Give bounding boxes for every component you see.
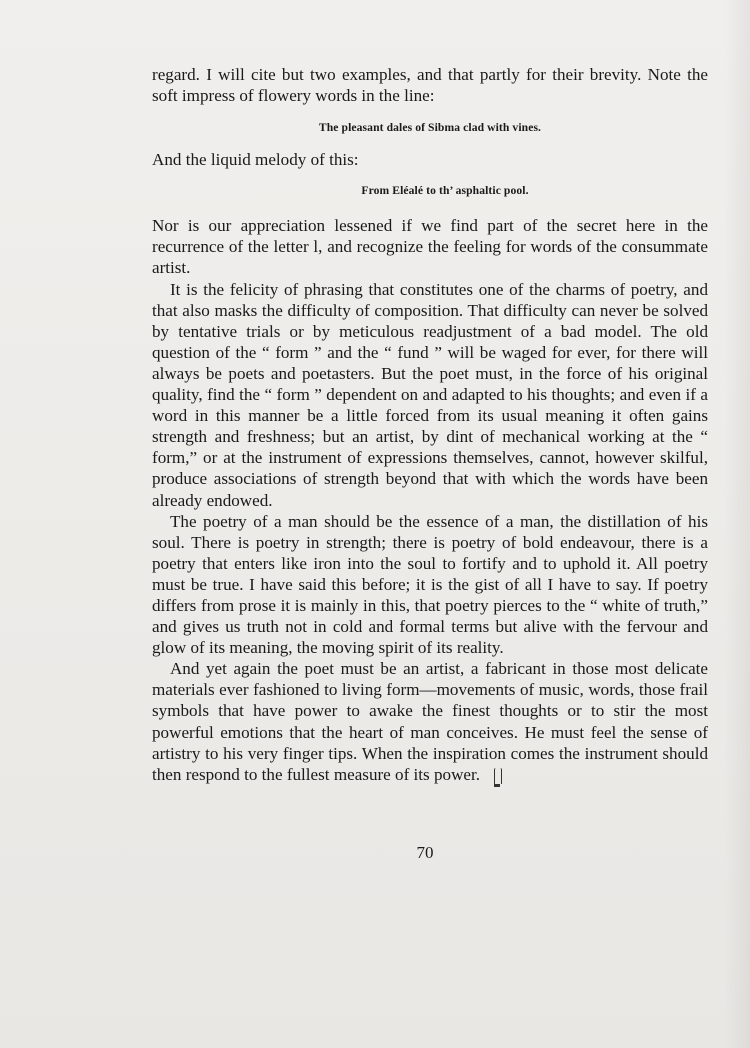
paragraph-6 — [152, 658, 708, 785]
page-number: 70 — [416, 843, 434, 862]
quoted-verse-1: The pleasant dales of Sibma clad with vines. — [318, 121, 542, 135]
paragraph-6-text: And yet again the poet must be an artist, a fabricant in those most delicate materials ever fashioned to living form—movements of music, words, those frail symbols that have power to awake the finest thoughts or to stir the most powerful emotions that the heart of man conceives. He must feel the sense of artistry to his very finger tips. When the inspiration comes the instrument should then respond to the fullest measure of its power. — [152, 659, 708, 784]
quoted-verse-2: From Eléalé to th’ asphaltic pool. — [361, 184, 529, 198]
paragraph-3: Nor is our appreciation lessened if we find part of the secret here in the recurrence of the letter l, and recognize the feeling for words of the consummate artist. — [152, 216, 708, 278]
paragraph-2: And the liquid melody of this: — [152, 150, 359, 170]
end-mark-icon — [494, 768, 502, 784]
paragraph-5: The poetry of a man should be the essence of a man, the distillation of his soul. There is poetry in strength; there is poetry of bold endeavour, there is a poetry that enters like iron into the soul to fortify and to uphold it. All poetry must be true. I have said this before; it is the gist of all I have to say. If poetry differs from prose it is mainly in this, that poetry pierces to the “ white of truth,” and gives us truth not in cold and formal terms but alive with the fervour and glow of its meaning, the moving spirit of its reality. — [152, 511, 708, 658]
body-text — [152, 64, 708, 785]
paragraph-1: regard. I will cite but two examples, and that partly for their brevity. Note the soft impress of flowery words in the line: — [152, 65, 708, 106]
paragraph-4: It is the felicity of phrasing that constitutes one of the charms of poetry, and that also masks the difficulty of composition. That difficulty can never be solved by tentative trials or by meticulous readjustment of a bad model. The old question of the “ form ” and the “ fund ” will be waged for ever, for there will always be poets and poetasters. But the poet must, in the force of his original quality, find the “ form ” dependent on and adapted to his thoughts; and even if a word in this manner be a little forced from its usual meaning it often gains strength and freshness; but an artist, by dint of mechanical working at the “ form,” or at the instrument of expressions themselves, cannot, however skilful, produce associations of strength beyond that with which the words have been already endowed. — [152, 279, 708, 510]
